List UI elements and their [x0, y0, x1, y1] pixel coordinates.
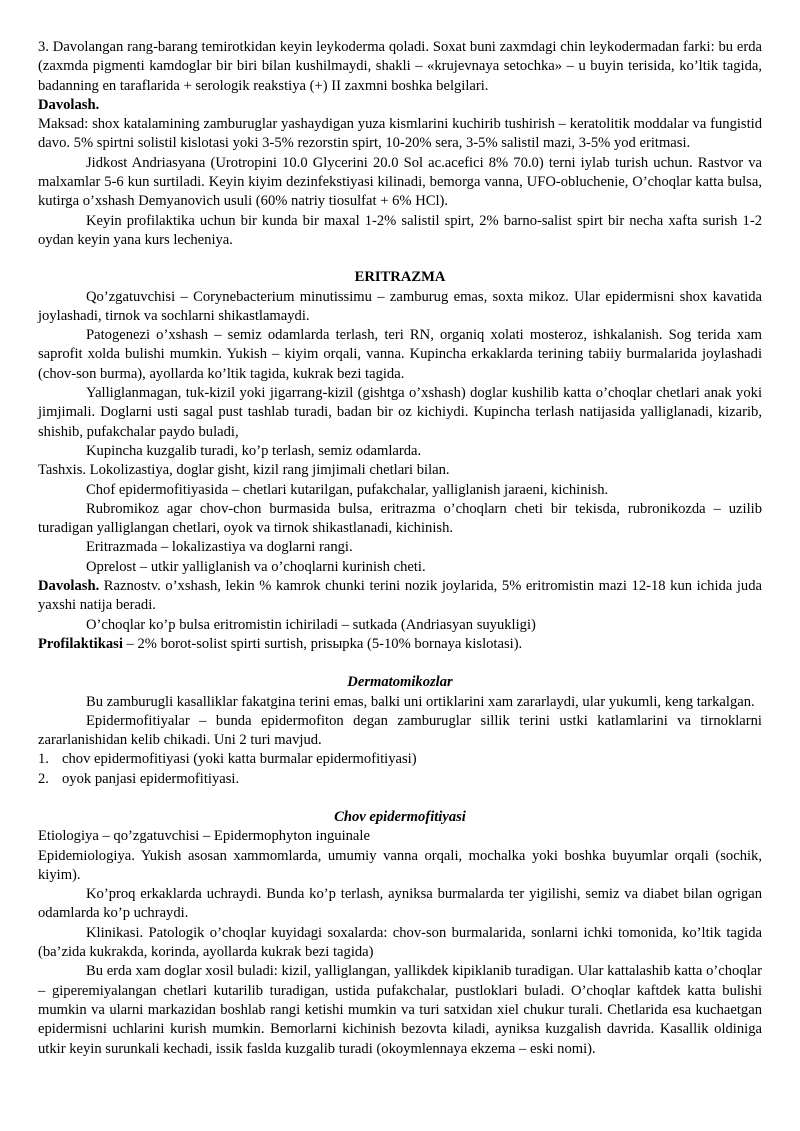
list-number: 1. — [38, 751, 49, 768]
paragraph: Oprelost – utkir yalliglanish va o’choqlarni kurinish cheti. — [86, 558, 426, 575]
heading-davolash: Davolash. — [38, 96, 100, 113]
paragraph: Kupincha kuzgalib turadi, ko’p terlash, semiz odamlarda. — [86, 442, 422, 459]
paragraph-text: – 2% borot-solist spirti surtish, prisыpka (5-10% bornaya kislotasi). — [122, 635, 523, 652]
paragraph: Yalliglanmagan, tuk-kizil yoki jigarrang-kizil (gishtga o’xshash) doglar kushilib katta o’choqlar chetlari anak yoki jimjimali. Doglarni usti sagal pust tashlab turadi, badan bir oz kichiydi. Kupincha terlash natijasida yalliglanadi, kizarib, shishib, pufakchalar paydo buladi, — [38, 385, 762, 440]
list-item — [38, 750, 762, 769]
inline-heading-davolash: Davolash. — [38, 578, 100, 595]
section-heading-dermatomikozlar: Dermatomikozlar — [347, 674, 453, 691]
list-item — [38, 770, 762, 789]
paragraph: Bu erda xam doglar xosil buladi: kizil, yalliglangan, yallikdek kipiklanib turadigan. Ular kattalashib katta o’choqlar – giperemiyalangan chetlari kutarilib turadigan, ustida pufakchalar, pustloklari buladi. O’choqlar kaftdek katta bulishi mumkin va ularni markazidan boshlab rangi ketishi mumkin va turi satxidan xiel chukur turali. Chetlarida esa kuchaetgan epidermisni uchlarini kurish mumkin. Bemorlarni kichinish bezovta kiladi, ayniksa kuzgalish davrida. Kasallik oldiniga utkir keyin surunkali kechadi, issik faslda kuzgalib turadi (okoymlennaya ekzema – eski nomi). — [38, 963, 762, 1057]
paragraph: Rubromikoz agar chov-chon burmasida bulsa, eritrazma o’choqlarn cheti bir tekisda, rubronikozda – uzilib turadigan yalliglangan chetlari, oyok va tirnok shikastlanadi, kichinish. — [38, 500, 762, 537]
paragraph: Epidermofitiyalar – bunda epidermofiton degan zamburuglar sillik terini ustki katlamlarini va tirnoklarni zararlanishidan kelib chikadi. Uni 2 turi mavjud. — [38, 712, 762, 749]
paragraph: Eritrazmada – lokalizastiya va doglarni rangi. — [86, 539, 353, 556]
document-page — [38, 38, 762, 1059]
paragraph: Klinikasi. Patologik o’choqlar kuyidagi soxalarda: chov-son burmalarida, sonlarni ichki tomonida, ko’ltik tagida (ba’zida kukrakda, korinda, ayollarda kukrak bezi tagida) — [38, 924, 762, 961]
section-heading-eritrazma: ERITRAZMA — [354, 269, 446, 286]
paragraph: Maksad: shox katalamining zamburuglar yashaydigan yuza kismlarini kuchirib tushirish – keratolitik moddalar va fungistid davo. 5% spirtni solistil kislotasi yoki 3-5% rezorstin spirt, 10-20% sera, 3-5% salistil mazi, 3-5% yod eritmasi. — [38, 116, 762, 152]
paragraph: Bu zamburugli kasalliklar fakatgina terini emas, balki uni ortiklarini xam zararlaydi, ular yukumli, keng tarkalgan. — [86, 693, 755, 710]
paragraph: 3. Davolangan rang-barang temirotkidan keyin leykoderma qoladi. Soxat buni zaxmdagi chin leykodermadan farki: bu erda (zaxmda pigmenti kamdoglar bir biri bilan kushilmaydi, shakli – «krujevnaya setochka» – u buyin terisida, ko’ltik tagida, badanning en taraflarida + serologik reakstiya (+) II zaxmni boshka belgilari. — [38, 39, 762, 94]
paragraph: Jidkost Andriasyana (Urotropini 10.0 Glycerini 20.0 Sol ac.acefici 8% 70.0) terni iylab turish uchun. Rastvor va malxamlar 5-6 kun surtiladi. Keyin kiyim dezinfekstiyasi kilinadi, bemorga vanna, UFO-obluchenie, O’choqlar katta bulsa, kutirga o’xshash Demyanovich usuli (60% natriy tiosulfat + 6% HCl). — [38, 154, 762, 210]
paragraph-text: Raznostv. o’xshash, lekin % kamrok chunki terini nozik joylarida, 5% eritromistin mazi 12-18 kun ichida juda yaxshi natija beradi. — [38, 578, 762, 614]
paragraph-profilaktika — [38, 635, 762, 654]
paragraph: Tashxis. Lokolizastiya, doglar gisht, kizil rang jimjimali chetlari bilan. — [38, 462, 450, 479]
paragraph-davolash — [38, 577, 762, 616]
paragraph: Ko’proq erkaklarda uchraydi. Bunda ko’p terlash, ayniksa burmalarda ter yigilishi, semiz va diabet bilan ogrigan odamlarda ko’p uchraydi. — [38, 886, 762, 922]
paragraph: O’choqlar ko’p bulsa eritromistin ichiriladi – sutkada (Andriasyan suyukligi) — [86, 616, 536, 633]
list-number: 2. — [38, 770, 49, 787]
paragraph: Patogenezi o’xshash – semiz odamlarda terlash, teri RN, organiq xolati mosteroz, ishkalanish. Sog terida xam saprofit xolda bulishi mumkin. Yukish – kiyim orqali, vanna. Kupincha erkaklarda terining tabiiy burmalarida joylashadi (chov-son burma), ayollarda ko’ltik tagida, kukrak bezi tagida. — [38, 327, 762, 382]
paragraph: Keyin profilaktika uchun bir kunda bir maxal 1-2% salistil spirt, 2% barno-salist spirt bir necha xafta surish 1-2 oydan keyin yana kurs lecheniya. — [38, 212, 762, 248]
section-heading-chov: Chov epidermofitiyasi — [334, 808, 466, 825]
inline-heading-profilaktika: Profilaktikasi — [38, 635, 123, 652]
paragraph: Etiologiya – qo’zgatuvchisi – Epidermophyton inguinale — [38, 828, 370, 845]
paragraph: Epidemiologiya. Yukish asosan xammomlarda, umumiy vanna orqali, mochalka yoki boshka buyumlar orqali (sochik, kiyim). — [38, 847, 762, 883]
paragraph: Chof epidermofitiyasida – chetlari kutarilgan, pufakchalar, yalliglanish jaraeni, kichinish. — [86, 481, 609, 498]
list-text: chov epidermofitiyasi (yoki katta burmalar epidermofitiyasi) — [62, 751, 417, 768]
list-text: oyok panjasi epidermofitiyasi. — [62, 770, 240, 787]
paragraph: Qo’zgatuvchisi – Corynebacterium minutissimu – zamburug emas, soxta mikoz. Ular epidermisni shox kavatida joylashadi, tirnok va sochlarni shikastlamaydi. — [38, 288, 762, 324]
